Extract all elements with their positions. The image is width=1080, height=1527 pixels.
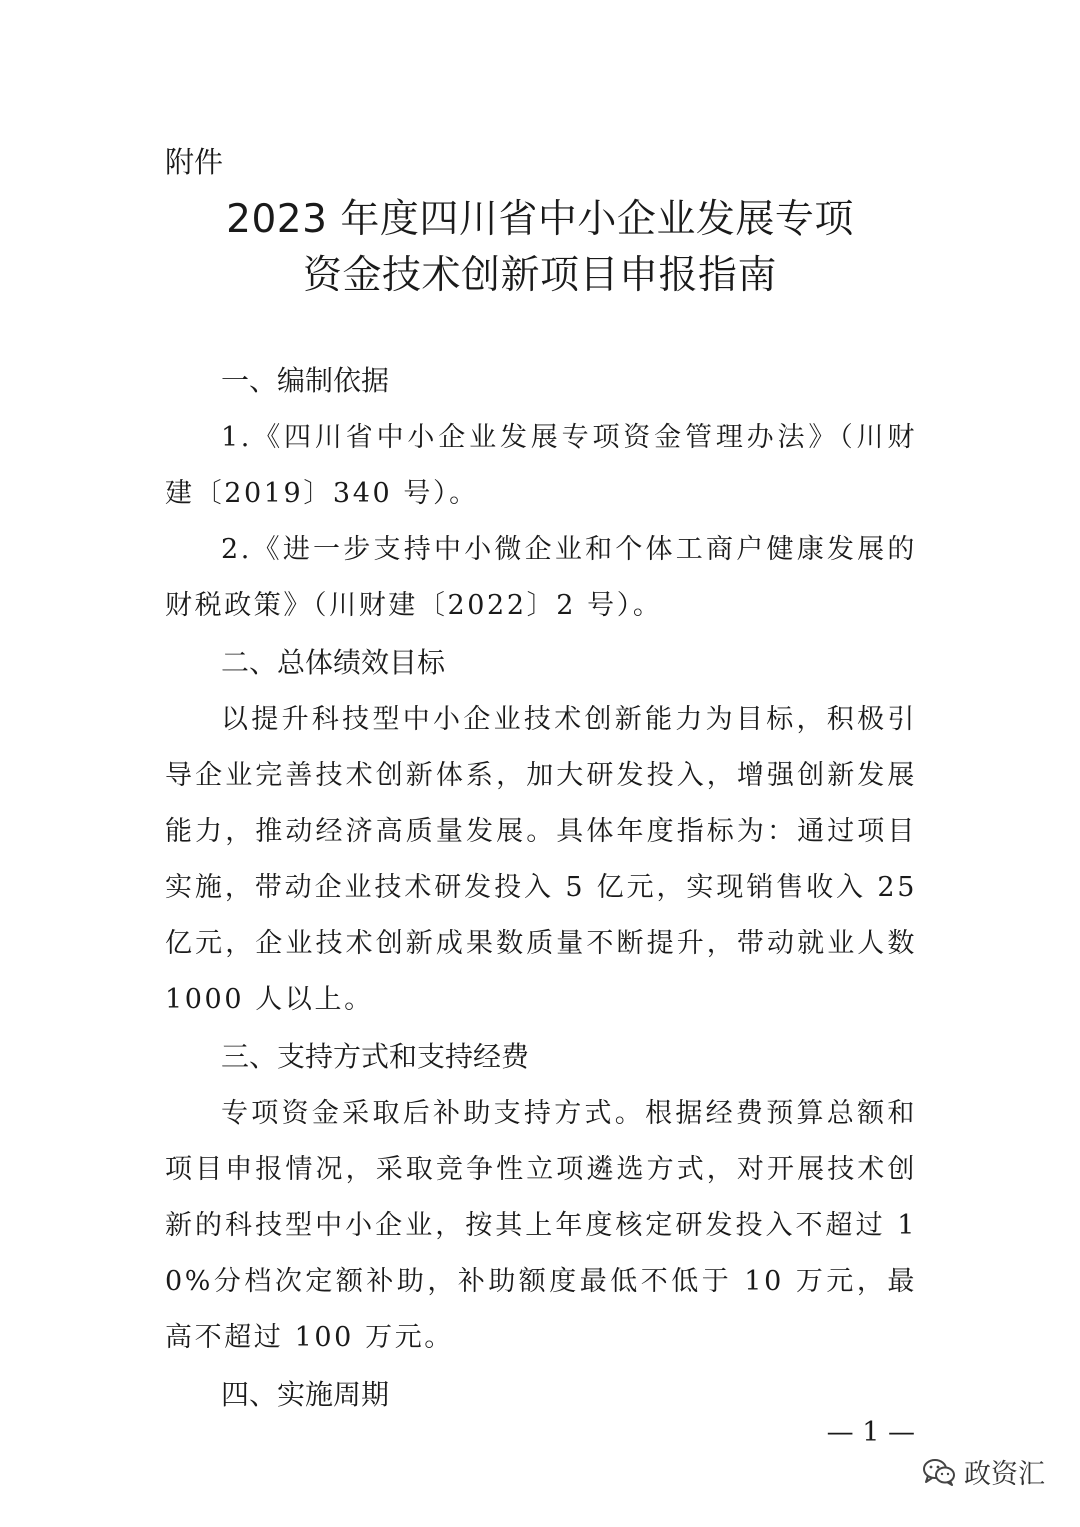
section-heading-goals: 二、总体绩效目标 bbox=[221, 646, 446, 679]
paragraph-basis-1: 1.《四川省中小企业发展专项资金管理办法》（川财建〔2019〕340 号）。 bbox=[165, 422, 917, 509]
watermark bbox=[922, 1452, 1045, 1491]
section-heading-support: 三、支持方式和支持经费 bbox=[221, 1040, 530, 1073]
page-number: — 1 — bbox=[826, 1417, 915, 1448]
title-line-1: 2023 年度四川省中小企业发展专项 bbox=[226, 197, 854, 242]
wechat-icon bbox=[922, 1458, 956, 1486]
paragraph-goals: 以提升科技型中小企业技术创新能力为目标，积极引导企业完善技术创新体系，加大研发投入，增强创新发展能力，推动经济高质量发展。具体年度指标为：通过项目实施，带动企业技术研发投入 5 亿元，实现销售收入 25 亿元，企业技术创新成果数质量不断提升，带动就业人数 1000 人以上。 bbox=[165, 704, 917, 1015]
section-heading-period: 四、实施周期 bbox=[221, 1378, 390, 1411]
document-title bbox=[0, 192, 1080, 304]
paragraph-basis-2: 2.《进一步支持中小微企业和个体工商户健康发展的财税政策》（川财建〔2022〕2 号）。 bbox=[165, 534, 917, 621]
attachment-label: 附件 bbox=[165, 145, 224, 179]
watermark-text: 政资汇 bbox=[964, 1459, 1045, 1490]
section-heading-basis: 一、编制依据 bbox=[221, 364, 390, 397]
document-body bbox=[165, 352, 917, 1424]
title-line-2: 资金技术创新项目申报指南 bbox=[302, 253, 777, 298]
paragraph-support: 专项资金采取后补助支持方式。根据经费预算总额和项目申报情况，采取竞争性立项遴选方式，对开展技术创新的科技型中小企业，按其上年度核定研发投入不超过 10%分档次定额补助，补助额度最低不低于 10 万元，最高不超过 100 万元。 bbox=[165, 1098, 917, 1353]
